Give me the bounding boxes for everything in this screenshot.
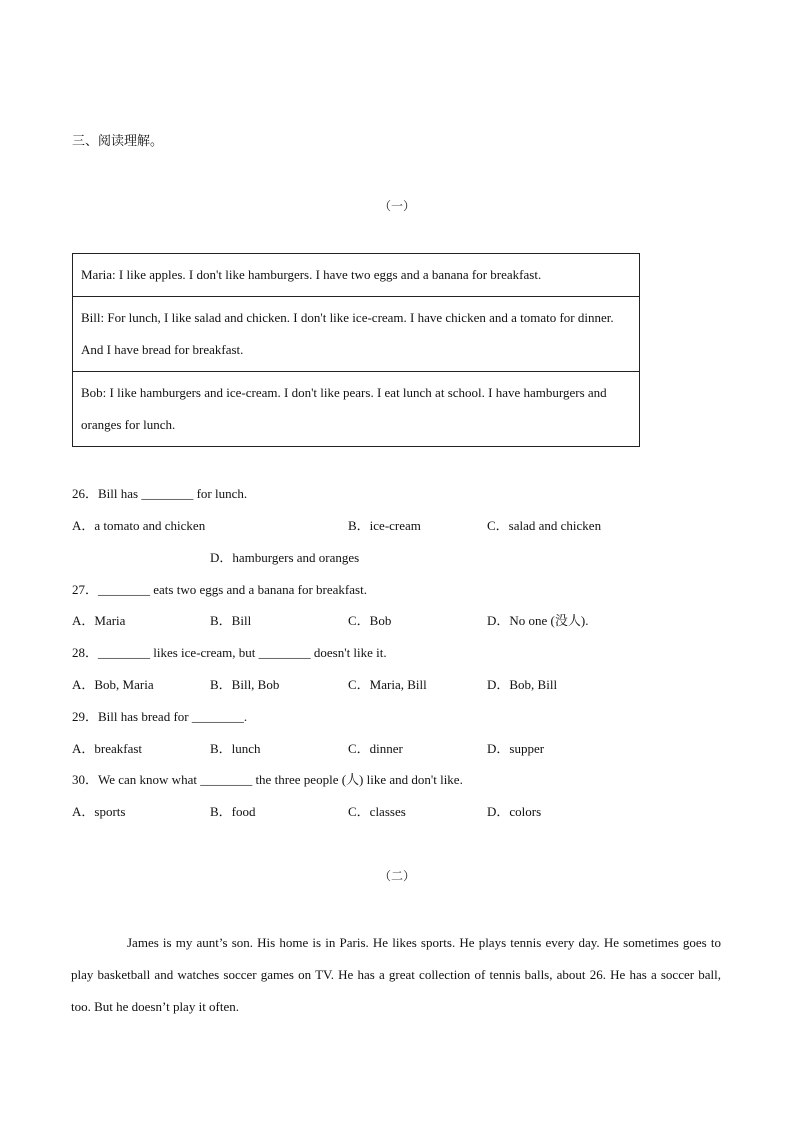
info-table <box>72 253 640 447</box>
table-row <box>73 297 640 372</box>
reading-passage: James is my aunt’s son. His home is in Paris. He likes sports. He plays tennis every day. He sometimes goes to play basketball and watches soccer games on TV. He has a great collection of tennis balls, about 26. He has a soccer ball, too. But he doesn’t play it often. <box>71 935 721 1014</box>
table-cell-bill: Bill: For lunch, I like salad and chicken. I don't like ice-cream. I have chicken and a tomato for dinner. And I have bread for breakfast. <box>73 297 640 372</box>
table-cell-maria: Maria: I like apples. I don't like hamburgers. I have two eggs and a banana for breakfast. <box>73 254 640 297</box>
q27-option-b[interactable]: B．Bill <box>210 613 252 628</box>
q29-option-d[interactable]: D．supper <box>487 741 545 756</box>
q28-option-a[interactable]: A．Bob, Maria <box>72 677 154 692</box>
q30-option-a[interactable]: A．sports <box>72 804 126 819</box>
q27-option-c[interactable]: C．Bob <box>348 613 392 628</box>
q28-option-d[interactable]: D．Bob, Bill <box>487 677 558 692</box>
table-cell-bob: Bob: I like hamburgers and ice-cream. I don't like pears. I eat lunch at school. I have hamburgers and oranges for lunch. <box>73 372 640 447</box>
question-30-stem: 30．We can know what ________ the three people (人) like and don't like. <box>72 772 463 787</box>
table-row <box>73 254 640 297</box>
q29-option-b[interactable]: B．lunch <box>210 741 261 756</box>
q26-option-c[interactable]: C．salad and chicken <box>487 518 602 533</box>
question-28-stem: 28．________ likes ice-cream, but ________ doesn't like it. <box>72 645 387 660</box>
part-one-title: （一） <box>378 199 415 213</box>
table-row <box>73 372 640 447</box>
section-heading: 三、阅读理解。 <box>72 134 164 149</box>
q27-option-a[interactable]: A．Maria <box>72 613 126 628</box>
q26-option-b[interactable]: B．ice-cream <box>348 518 421 533</box>
q27-option-d[interactable]: D．No one (没人). <box>487 613 589 628</box>
question-29-stem: 29．Bill has bread for ________. <box>72 709 248 724</box>
q29-option-c[interactable]: C．dinner <box>348 741 403 756</box>
q26-option-d[interactable]: D．hamburgers and oranges <box>210 550 360 565</box>
q28-option-b[interactable]: B．Bill, Bob <box>210 677 280 692</box>
q28-option-c[interactable]: C．Maria, Bill <box>348 677 427 692</box>
q30-option-c[interactable]: C．classes <box>348 804 406 819</box>
question-27-stem: 27．________ eats two eggs and a banana for breakfast. <box>72 582 367 597</box>
question-26-stem: 26．Bill has ________ for lunch. <box>72 486 248 501</box>
q30-option-b[interactable]: B．food <box>210 804 256 819</box>
part-two-title: （二） <box>378 869 415 883</box>
q30-option-d[interactable]: D．colors <box>487 804 542 819</box>
q29-option-a[interactable]: A．breakfast <box>72 741 143 756</box>
q26-option-a[interactable]: A．a tomato and chicken <box>72 518 206 533</box>
